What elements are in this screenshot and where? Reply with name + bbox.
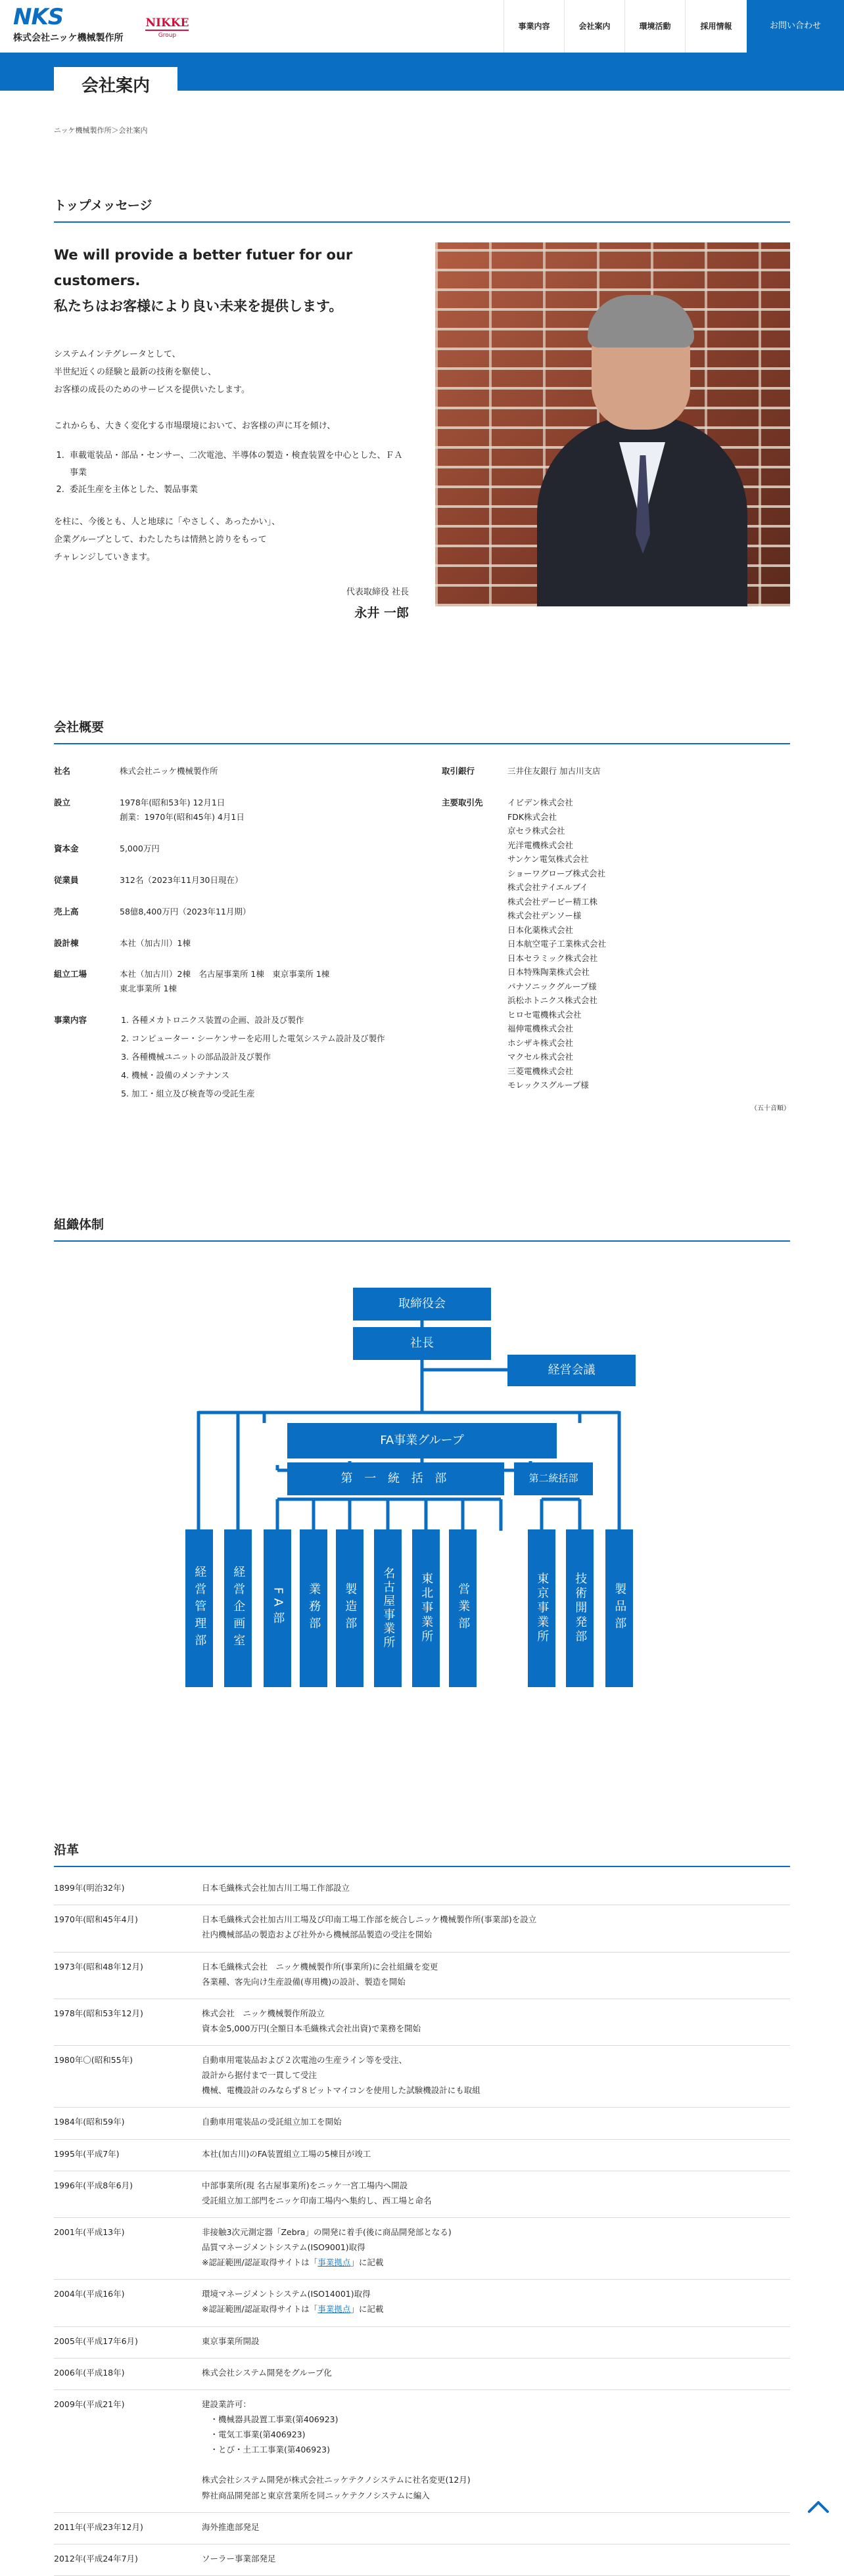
org-division-2: 第二統括部: [514, 1462, 593, 1495]
client-item: ヒロセ電機株式会社: [507, 1009, 582, 1020]
client-item: 日本航空電子工業株式会社: [507, 939, 607, 949]
history-text: 株式会社 ニッケ機械製作所設立 資本金5,000万円(全額日本毛織株式会社出資)で業務を開始: [202, 2008, 421, 2033]
history-row: [54, 2140, 790, 2171]
history-row: [54, 2544, 790, 2576]
top-message-section: [54, 195, 790, 623]
overview-label: 組立工場: [54, 969, 87, 980]
overview-value: 1978年(昭和53年) 12月1日 創業：1970年(昭和45年) 4月1日: [120, 798, 245, 823]
history-row: [54, 2280, 790, 2326]
business-item: 5. 加工・組立及び検査等の受託生産: [131, 1087, 402, 1101]
logo-text: NKS: [13, 4, 64, 31]
message-paragraph-1: システムインテグレータとして、 半世紀近くの経験と最新の技術を駆使し、 お客様の成長のためのサービスを提供いたします。: [54, 349, 250, 395]
org-dept: FA部: [264, 1529, 291, 1687]
history-year: 1996年(平成8年6月): [54, 2180, 133, 2190]
history-year: 1978年(昭和53年12月): [54, 2008, 143, 2018]
history-row: [54, 1999, 790, 2046]
history-text: 建設業許可： ・機械器具設置工事業(第406923) ・電気工事業(第406923) ・とび・土工工事業(第406923) 株式会社システム開発が株式会社ニッケテクノシステムに社名変更(12月) 弊社商品開発部と東京営業所を同ニッケテクノシステムに編入: [202, 2399, 471, 2500]
client-item: 三菱電機株式会社: [507, 1066, 574, 1076]
history-year: 2001年(平成13年): [54, 2226, 125, 2237]
client-item: 日本特殊陶業株式会社: [507, 967, 590, 978]
client-item: 京セラ株式会社: [507, 826, 565, 836]
page-title-band: [0, 53, 844, 96]
message-text: [54, 242, 409, 623]
client-item: ホシザキ株式会社: [507, 1037, 574, 1048]
org-board: 取締役会: [353, 1288, 491, 1321]
client-item: イビデン株式会社: [507, 798, 573, 808]
section-title-message: トップメッセージ: [54, 195, 790, 223]
client-item: パナソニックグループ様: [507, 981, 597, 991]
org-division-1: 第 一 統 括 部: [287, 1462, 504, 1495]
overview-value: 三井住友銀行 加古川支店: [507, 766, 601, 777]
history-text: 本社(加古川)のFA装置組立工場の5棟目が竣工: [202, 2148, 371, 2159]
message-paragraph-3: を柱に、今後とも、人と地球に「やさしく、あったかい」、 企業グループとして、わたしたちは情熱と誇りをもって チャレンジしていきます。: [54, 516, 281, 563]
org-dept: 営業部: [449, 1529, 477, 1687]
history-year: 1970年(昭和45年4月): [54, 1914, 138, 1925]
client-item: 株式会社デービー精工株: [507, 896, 598, 907]
history-row: [54, 2513, 790, 2544]
history-row: [54, 1905, 790, 1952]
message-list-item: 2. 委託生産を主体とした、製品事業: [67, 482, 409, 499]
client-item: 株式会社テイエルブイ: [507, 882, 588, 893]
business-item: 2. コンピューター・シーケンサーを応用した電気システム設計及び製作: [131, 1031, 402, 1046]
history-text: 東京事業所開設: [202, 2336, 260, 2346]
contact-button[interactable]: お問い合わせ: [747, 0, 844, 53]
overview-label: 主要取引先: [442, 798, 483, 808]
overview-row: [54, 764, 402, 779]
org-dept: 経営企画室: [224, 1529, 252, 1687]
history-text: 海外推進部発足: [202, 2521, 260, 2532]
nikke-group-logo: [145, 17, 189, 41]
history-year: 2012年(平成24年7月): [54, 2553, 138, 2564]
overview-label: 従業員: [54, 874, 79, 885]
history-text: 日本毛織株式会社加古川工場及び印南工場工作部を統合しニッケ機械製作所(事業部)を設立 社内機械部品の製造および社外から機械部品製造の受注を開始: [202, 1914, 537, 1940]
history-text: 中部事業所(現 名古屋事業所)をニッケ一宮工場内へ開設 受託組立加工部門をニッケ印南工場内へ集約し、西工場と命名: [202, 2180, 432, 2205]
history-year: 2011年(平成23年12月): [54, 2521, 143, 2532]
overview-label: 事業内容: [54, 1015, 87, 1026]
clients-note: （五十音順）: [751, 1104, 790, 1112]
overview-row-business: [54, 1013, 402, 1104]
history-row: [54, 2108, 790, 2139]
breadcrumb[interactable]: ニッケ機械製作所＞会社案内: [54, 126, 148, 135]
overview-value: 5,000万円: [120, 843, 160, 853]
overview-left-column: [54, 764, 402, 1121]
history-text: 自動車用電装品および２次電池の生産ライン等を受注、 設計から据付まで一貫して受注 機械、電機設計のみならず８ビットマイコンを使用した試験機設計にも取組: [202, 2055, 481, 2096]
history-year: 1995年(平成7年): [54, 2148, 120, 2159]
overview-row: [54, 842, 402, 856]
history-row: [54, 2359, 790, 2390]
client-item: モレックスグループ様: [507, 1080, 589, 1091]
overview-value: 58億8,400万円（2023年11月期）: [120, 906, 251, 916]
overview-label: 社名: [54, 766, 71, 777]
overview-row: [54, 936, 402, 951]
org-dept: 経営管理部: [185, 1529, 213, 1687]
global-nav: [504, 0, 844, 53]
business-item: 3. 各種機械ユニットの部品設計及び製作: [131, 1050, 402, 1064]
client-item: マクセル株式会社: [507, 1052, 574, 1062]
client-item: 日本化薬株式会社: [507, 924, 574, 935]
client-item: 株式会社デンソー様: [507, 911, 582, 921]
history-row: [54, 2327, 790, 2359]
business-sites-link[interactable]: 事業拠点: [317, 2257, 351, 2268]
history-section: [54, 1840, 790, 2576]
overview-row: [54, 796, 402, 825]
company-overview-section: [54, 717, 790, 1122]
overview-row: [54, 905, 402, 919]
nav-item-company[interactable]: 会社案内: [564, 0, 624, 53]
client-item: 浜松ホトニクス株式会社: [507, 995, 598, 1006]
chevron-up-icon[interactable]: [805, 2493, 832, 2520]
overview-value: 本社（加古川）2棟 名古屋事業所 1棟 東京事業所 1棟 東北事業所 1棟: [120, 969, 330, 994]
history-row: [54, 2218, 790, 2280]
history-text: 自動車用電装品の受託組立加工を開始: [202, 2117, 342, 2127]
business-item: 4. 機械・設備のメンテナンス: [131, 1068, 402, 1083]
message-lead-en: We will provide a better futuer for our customers.: [54, 246, 353, 288]
overview-value: 株式会社ニッケ機械製作所: [120, 766, 218, 777]
page-title: 会社案内: [54, 67, 177, 105]
org-dept: 製品部: [605, 1529, 633, 1687]
message-paragraph-2: これからも、大きく変化する市場環境において、お客様の声に耳を傾け、: [54, 421, 336, 432]
message-lead-ja: 私たちはお客様により良い未来を提供します。: [54, 298, 343, 314]
section-title-org: 組織体制: [54, 1214, 790, 1242]
signature-name: 永井 一郎: [354, 605, 409, 620]
overview-value: 312名（2023年11月30日現在）: [120, 874, 243, 885]
org-dept: 名古屋事業所: [374, 1529, 402, 1687]
history-year: 1984年(昭和59年): [54, 2117, 125, 2127]
section-title-history: 沿革: [54, 1840, 790, 1867]
history-year: 2009年(平成21年): [54, 2399, 125, 2409]
history-year: 2005年(平成17年6月): [54, 2336, 138, 2346]
org-president: 社長: [353, 1327, 491, 1360]
org-fa-group: FA事業グループ: [287, 1423, 557, 1458]
overview-row-bank: [442, 764, 790, 779]
site-logo[interactable]: [13, 6, 123, 47]
client-item: FDK株式会社: [507, 811, 557, 822]
overview-label: 取引銀行: [442, 766, 475, 777]
overview-right-column: [442, 764, 790, 1121]
history-row: [54, 2046, 790, 2108]
business-item: 1. 各種メカトロニクス装置の企画、設計及び製作: [131, 1013, 402, 1028]
org-dept: 製造部: [336, 1529, 363, 1687]
client-item: 光洋電機株式会社: [507, 840, 574, 850]
history-text: 環境マネージメントシステム(ISO14001)取得 ※認証範囲/認証取得サイトは「事業拠点」に記載: [202, 2289, 384, 2315]
clients-list: [507, 796, 790, 1093]
org-dept: 東京事業所: [528, 1529, 555, 1687]
company-name: 株式会社ニッケ機械製作所: [13, 33, 124, 44]
history-list: [54, 1874, 790, 2576]
history-text: 日本毛織株式会社加古川工場工作部設立: [202, 1883, 350, 1893]
message-list: [67, 447, 409, 499]
nav-item-environment[interactable]: 環境活動: [624, 0, 685, 53]
org-dept: 業務部: [300, 1529, 327, 1687]
history-year: 2004年(平成16年): [54, 2289, 125, 2299]
client-item: ショーワグローブ株式会社: [507, 868, 606, 878]
history-text: 日本毛織株式会社 ニッケ機械製作所(事業所)に会社組織を変更 各業種、客先向け生産設備(専用機)の設計、製造を開始: [202, 1961, 438, 1987]
history-year: 2006年(平成18年): [54, 2367, 125, 2378]
organization-section: [54, 1214, 790, 1748]
signature: [54, 585, 409, 623]
main-content: [54, 195, 790, 2576]
nikke-logo-text: NIKKE: [145, 16, 189, 30]
overview-label: 資本金: [54, 843, 79, 853]
overview-label: 設計棟: [54, 938, 79, 948]
overview-label: 設立: [54, 798, 71, 808]
overview-label: 売上高: [54, 906, 79, 916]
history-text: 非接触3次元測定器「Zebra」の開発に着手(後に商品開発部となる) 品質マネージメントシステム(ISO9001)取得 ※認証範囲/認証取得サイトは「事業拠点」に記載: [202, 2226, 452, 2268]
org-management-meeting: 経営会議: [507, 1355, 636, 1386]
org-dept: 技術開発部: [566, 1529, 594, 1687]
section-title-overview: 会社概要: [54, 717, 790, 744]
history-year: 1973年(昭和48年12月): [54, 1961, 143, 1972]
overview-row: [54, 967, 402, 996]
history-row: [54, 2390, 790, 2513]
history-row: [54, 2171, 790, 2218]
org-chart: [54, 1261, 790, 1748]
history-row: [54, 1953, 790, 1999]
client-item: 日本セラミック株式会社: [507, 953, 598, 963]
business-list: [131, 1013, 402, 1100]
site-header: [0, 0, 844, 53]
history-row: [54, 1874, 790, 1905]
nikke-logo-sub: Group: [158, 32, 177, 39]
logo-area: [0, 0, 189, 53]
history-year: 1980年〇(昭和55年): [54, 2055, 133, 2065]
business-sites-link[interactable]: 事業拠点: [317, 2304, 351, 2315]
overview-value: 本社（加古川）1棟: [120, 938, 191, 948]
president-photo: [435, 242, 790, 606]
nav-item-business[interactable]: 事業内容: [504, 0, 564, 53]
history-year: 1899年(明治32年): [54, 1883, 125, 1893]
message-lead: [54, 242, 409, 319]
client-item: 福伸電機株式会社: [507, 1024, 574, 1034]
history-text: ソーラー事業部発足: [202, 2553, 276, 2564]
message-list-item: 1. 車載電装品・部品・センサー、二次電池、半導体の製造・検査装置を中心とした、ＦＡ事業: [67, 447, 409, 482]
signature-title: 代表取締役 社長: [346, 587, 409, 597]
org-dept: 東北事業所: [412, 1529, 440, 1687]
history-text: 株式会社システム開発をグループ化: [202, 2367, 332, 2378]
overview-row: [54, 873, 402, 888]
nav-item-recruit[interactable]: 採用情報: [685, 0, 747, 53]
overview-row-clients: [442, 796, 790, 1093]
client-item: サンケン電気株式会社: [507, 854, 589, 865]
